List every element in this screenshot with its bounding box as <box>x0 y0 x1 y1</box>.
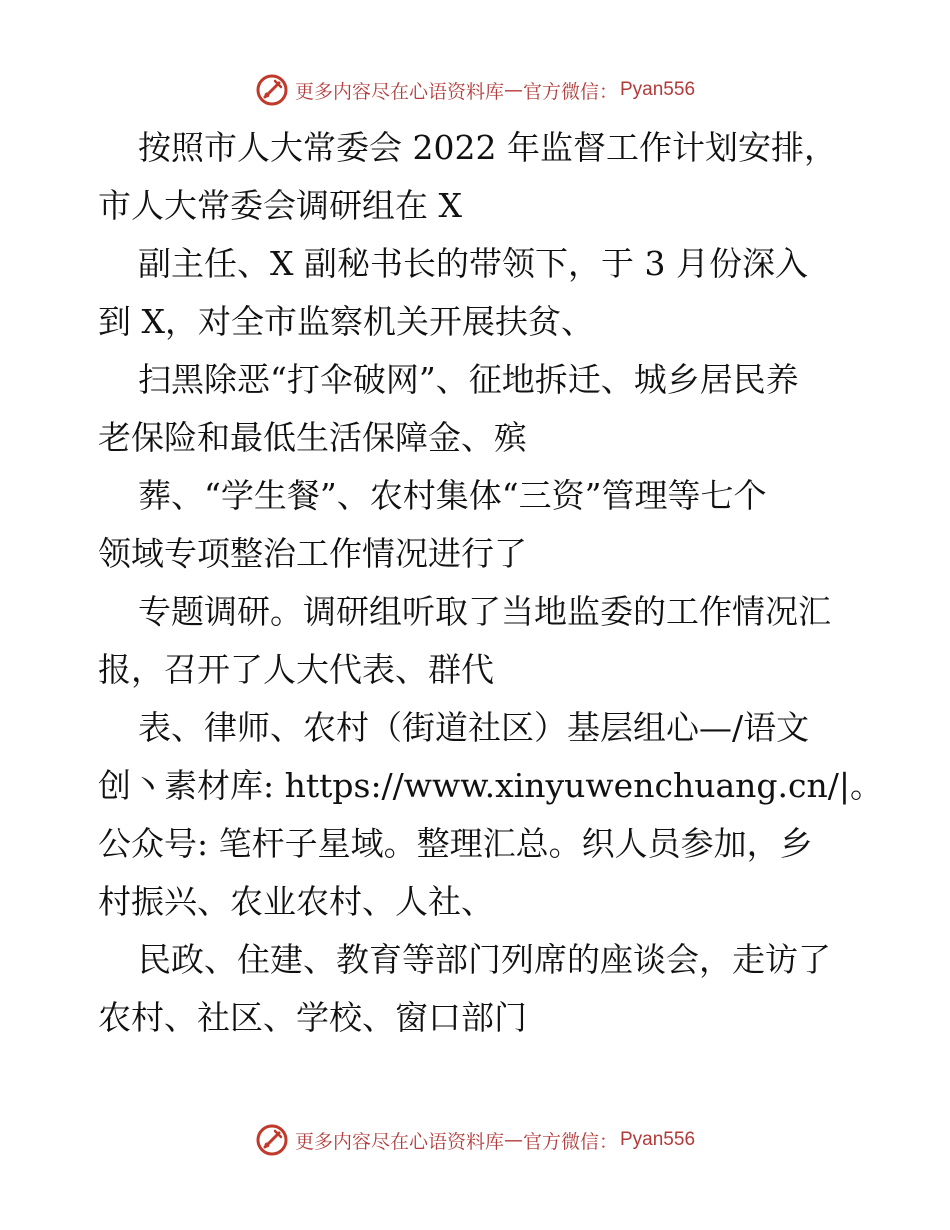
text-line: 表、律师、农村（街道社区）基层组心—/语文 <box>138 708 810 747</box>
header-banner <box>0 70 950 110</box>
text-line: 创丶素材库: https://www.xinyuwenchuang.cn/|。 <box>98 766 883 805</box>
footer-wechat-id: Pyan556 <box>620 1129 696 1150</box>
footer-wechat-label: 官方微信： <box>522 1130 618 1153</box>
text-line: 老保险和最低生活保障金、殡 <box>98 418 527 457</box>
banner-wechat-label: 官方微信： <box>522 80 618 103</box>
text-line: 村振兴、农业农村、人社、 <box>98 882 494 921</box>
text-line: 副主任、X 副秘书长的带领下，于 3 月份深入 <box>138 244 808 283</box>
text-line: 扫黑除恶“打伞破网”、征地拆迁、城乡居民养 <box>138 360 799 399</box>
footer-dash: — <box>503 1129 523 1151</box>
text-line: 报，召开了人大代表、群代 <box>98 650 494 689</box>
text-line: 按照市人大常委会 2022 年监督工作计划安排， <box>138 128 837 167</box>
text-line: 农村、社区、学校、窗口部门 <box>98 998 527 1037</box>
text-line: 到 X，对全市监察机关开展扶贫、 <box>98 302 594 341</box>
document-body <box>98 119 883 1047</box>
banner-dash: — <box>503 79 523 101</box>
text-line: 领域专项整治工作情况进行了 <box>98 534 527 573</box>
brand-logo-icon <box>255 73 289 107</box>
banner-wechat-id: Pyan556 <box>620 79 696 100</box>
footer-banner <box>0 1120 950 1160</box>
text-line: 公众号: 笔杆子星域。整理汇总。织人员参加，乡 <box>98 824 813 863</box>
text-line: 葬、“学生餐”、农村集体“三资”管理等七个 <box>138 476 767 515</box>
brand-logo-icon <box>255 1123 289 1157</box>
text-line: 专题调研。调研组听取了当地监委的工作情况汇 <box>138 592 831 631</box>
text-line: 民政、住建、教育等部门列席的座谈会，走访了 <box>138 940 831 979</box>
footer-main-text: 更多内容尽在心语资料库 <box>294 1130 504 1153</box>
banner-main-text: 更多内容尽在心语资料库 <box>294 80 504 103</box>
text-line: 市人大常委会调研组在 X <box>98 186 462 225</box>
